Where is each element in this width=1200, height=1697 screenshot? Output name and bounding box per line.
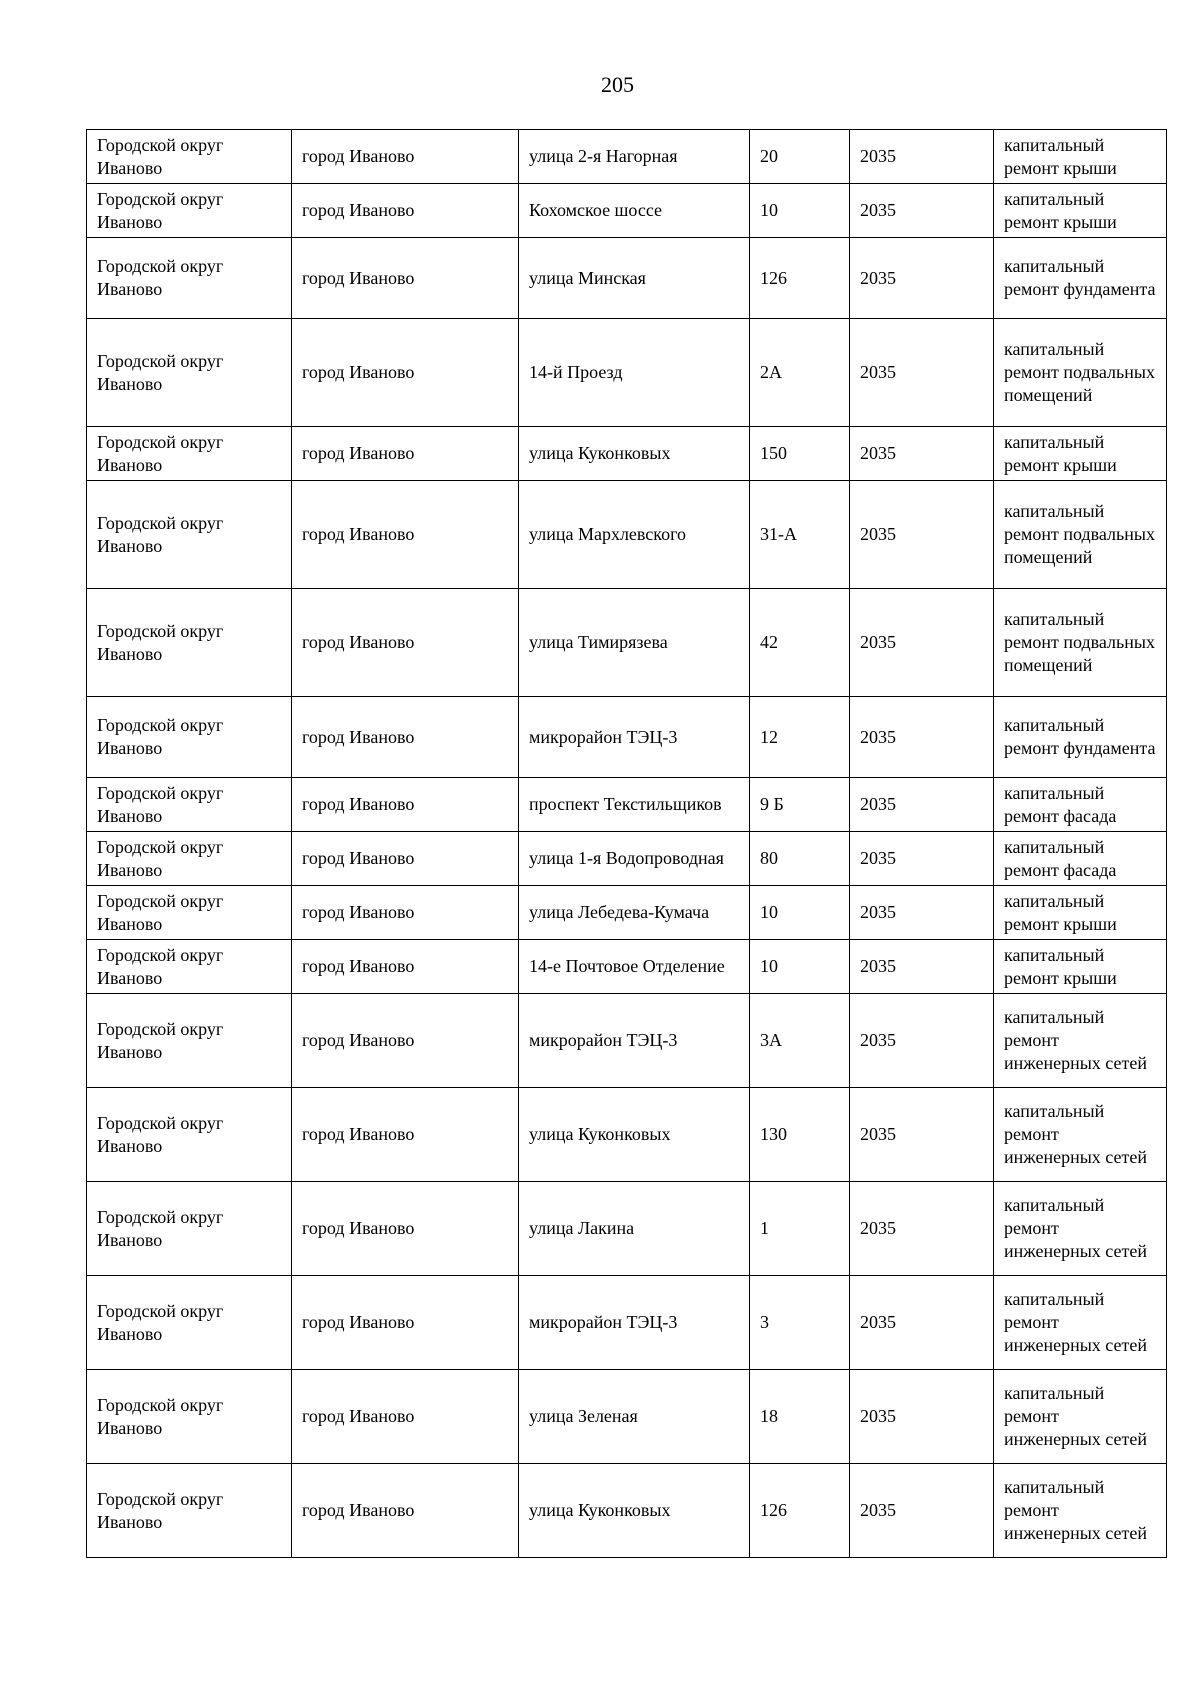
municipality-cell: Городской округ Иваново [87,886,292,940]
table-row [87,319,1167,427]
year-cell: 2035 [850,886,994,940]
municipality-cell: Городской округ Иваново [87,697,292,778]
table-row [87,940,1167,994]
street-cell: 14-е Почтовое Отделение [519,940,750,994]
house-number-cell: 3 [750,1276,850,1370]
year-cell: 2035 [850,697,994,778]
street-cell: улица 2-я Нагорная [519,130,750,184]
work-type-cell: капитальный ремонт крыши [994,184,1167,238]
settlement-cell: город Иваново [292,319,519,427]
street-cell: улица Куконковых [519,427,750,481]
house-number-cell: 18 [750,1370,850,1464]
settlement-cell: город Иваново [292,832,519,886]
settlement-cell: город Иваново [292,1088,519,1182]
house-number-cell: 20 [750,130,850,184]
settlement-cell: город Иваново [292,130,519,184]
municipality-cell: Городской округ Иваново [87,1464,292,1558]
work-type-cell: капитальный ремонт фундамента [994,238,1167,319]
settlement-cell: город Иваново [292,1182,519,1276]
municipality-cell: Городской округ Иваново [87,1088,292,1182]
street-cell: улица Куконковых [519,1464,750,1558]
house-number-cell: 2А [750,319,850,427]
street-cell: улица Лебедева-Кумача [519,886,750,940]
work-type-cell: капитальный ремонт фасада [994,832,1167,886]
settlement-cell: город Иваново [292,427,519,481]
year-cell: 2035 [850,994,994,1088]
work-type-cell: капитальный ремонт крыши [994,427,1167,481]
street-cell: улица Мархлевского [519,481,750,589]
house-number-cell: 10 [750,940,850,994]
municipality-cell: Городской округ Иваново [87,994,292,1088]
table-row [87,184,1167,238]
table-row [87,1182,1167,1276]
table-row [87,994,1167,1088]
municipality-cell: Городской округ Иваново [87,427,292,481]
table-row [87,238,1167,319]
street-cell: микрорайон ТЭЦ-3 [519,697,750,778]
year-cell: 2035 [850,832,994,886]
street-cell: проспект Текстильщиков [519,778,750,832]
table-row [87,427,1167,481]
table-row [87,1464,1167,1558]
year-cell: 2035 [850,130,994,184]
settlement-cell: город Иваново [292,481,519,589]
municipality-cell: Городской округ Иваново [87,940,292,994]
page-number: 205 [601,72,634,97]
work-type-cell: капитальный ремонт инженерных сетей [994,1370,1167,1464]
table-row [87,1276,1167,1370]
house-number-cell: 130 [750,1088,850,1182]
settlement-cell: город Иваново [292,589,519,697]
settlement-cell: город Иваново [292,1276,519,1370]
house-number-cell: 1 [750,1182,850,1276]
table-row [87,1088,1167,1182]
table-row [87,481,1167,589]
work-type-cell: капитальный ремонт крыши [994,940,1167,994]
year-cell: 2035 [850,481,994,589]
year-cell: 2035 [850,1464,994,1558]
street-cell: 14-й Проезд [519,319,750,427]
street-cell: Кохомское шоссе [519,184,750,238]
repair-schedule-table [86,129,1167,1558]
municipality-cell: Городской округ Иваново [87,589,292,697]
house-number-cell: 9 Б [750,778,850,832]
street-cell: улица Зеленая [519,1370,750,1464]
table-row [87,130,1167,184]
work-type-cell: капитальный ремонт фундамента [994,697,1167,778]
street-cell: улица 1-я Водопроводная [519,832,750,886]
municipality-cell: Городской округ Иваново [87,1182,292,1276]
year-cell: 2035 [850,319,994,427]
street-cell: улица Куконковых [519,1088,750,1182]
street-cell: улица Тимирязева [519,589,750,697]
house-number-cell: 12 [750,697,850,778]
work-type-cell: капитальный ремонт инженерных сетей [994,1088,1167,1182]
settlement-cell: город Иваново [292,994,519,1088]
settlement-cell: город Иваново [292,238,519,319]
year-cell: 2035 [850,589,994,697]
municipality-cell: Городской округ Иваново [87,1370,292,1464]
street-cell: улица Лакина [519,1182,750,1276]
work-type-cell: капитальный ремонт подвальных помещений [994,319,1167,427]
house-number-cell: 31-А [750,481,850,589]
year-cell: 2035 [850,940,994,994]
house-number-cell: 80 [750,832,850,886]
year-cell: 2035 [850,1370,994,1464]
settlement-cell: город Иваново [292,778,519,832]
table-row [87,1370,1167,1464]
municipality-cell: Городской округ Иваново [87,184,292,238]
work-type-cell: капитальный ремонт подвальных помещений [994,589,1167,697]
settlement-cell: город Иваново [292,184,519,238]
year-cell: 2035 [850,1088,994,1182]
year-cell: 2035 [850,238,994,319]
house-number-cell: 10 [750,886,850,940]
municipality-cell: Городской округ Иваново [87,1276,292,1370]
municipality-cell: Городской округ Иваново [87,130,292,184]
year-cell: 2035 [850,1276,994,1370]
municipality-cell: Городской округ Иваново [87,238,292,319]
settlement-cell: город Иваново [292,940,519,994]
municipality-cell: Городской округ Иваново [87,832,292,886]
table-row [87,832,1167,886]
settlement-cell: город Иваново [292,1464,519,1558]
table-row [87,697,1167,778]
municipality-cell: Городской округ Иваново [87,481,292,589]
work-type-cell: капитальный ремонт крыши [994,130,1167,184]
year-cell: 2035 [850,427,994,481]
street-cell: микрорайон ТЭЦ-3 [519,994,750,1088]
table-row [87,886,1167,940]
street-cell: улица Минская [519,238,750,319]
work-type-cell: капитальный ремонт крыши [994,886,1167,940]
table-body [87,130,1167,1558]
house-number-cell: 42 [750,589,850,697]
table-row [87,778,1167,832]
work-type-cell: капитальный ремонт инженерных сетей [994,994,1167,1088]
house-number-cell: 126 [750,238,850,319]
year-cell: 2035 [850,1182,994,1276]
settlement-cell: город Иваново [292,697,519,778]
municipality-cell: Городской округ Иваново [87,319,292,427]
year-cell: 2035 [850,778,994,832]
settlement-cell: город Иваново [292,1370,519,1464]
house-number-cell: 126 [750,1464,850,1558]
house-number-cell: 150 [750,427,850,481]
settlement-cell: город Иваново [292,886,519,940]
work-type-cell: капитальный ремонт подвальных помещений [994,481,1167,589]
work-type-cell: капитальный ремонт фасада [994,778,1167,832]
house-number-cell: 3А [750,994,850,1088]
year-cell: 2035 [850,184,994,238]
municipality-cell: Городской округ Иваново [87,778,292,832]
street-cell: микрорайон ТЭЦ-3 [519,1276,750,1370]
work-type-cell: капитальный ремонт инженерных сетей [994,1464,1167,1558]
work-type-cell: капитальный ремонт инженерных сетей [994,1276,1167,1370]
work-type-cell: капитальный ремонт инженерных сетей [994,1182,1167,1276]
house-number-cell: 10 [750,184,850,238]
table-row [87,589,1167,697]
